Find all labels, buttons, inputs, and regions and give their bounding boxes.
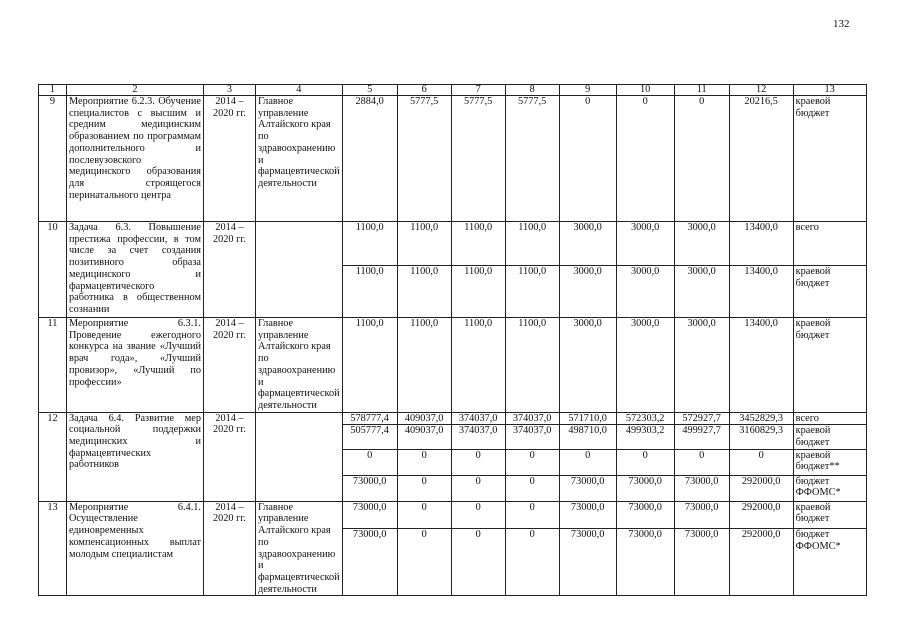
- row-number: 12: [39, 412, 67, 501]
- value-cell: 0: [451, 449, 505, 475]
- value-cell: 1100,0: [397, 266, 451, 318]
- value-cell: 1100,0: [505, 222, 559, 266]
- table-row: [39, 222, 867, 266]
- value-cell: 13400,0: [729, 266, 793, 318]
- column-header: 4: [256, 85, 343, 96]
- value-cell: 0: [451, 475, 505, 501]
- column-header: 3: [204, 85, 256, 96]
- value-cell: 73000,0: [559, 475, 616, 501]
- row-period: 2014 – 2020 гг.: [204, 96, 256, 222]
- value-cell: 73000,0: [674, 501, 729, 528]
- column-header: 13: [793, 85, 866, 96]
- row-number: 11: [39, 318, 67, 413]
- column-header: 12: [729, 85, 793, 96]
- value-cell: 499927,7: [674, 425, 729, 449]
- value-cell: 1100,0: [342, 222, 397, 266]
- column-header: 2: [67, 85, 204, 96]
- page-number: 132: [833, 18, 850, 30]
- value-cell: 374037,0: [505, 412, 559, 425]
- table-row: [39, 501, 867, 528]
- table-row: [39, 318, 867, 413]
- row-name: Задача 6.3. Повышение престижа профессии, в том числе за счет создания позитивного образа медицинского и фармацевтического работника в общественном сознании: [67, 222, 204, 318]
- value-cell: 5777,5: [397, 96, 451, 222]
- value-cell: 3000,0: [674, 318, 729, 413]
- column-header: 8: [505, 85, 559, 96]
- value-cell: 0: [559, 96, 616, 222]
- value-cell: 13400,0: [729, 222, 793, 266]
- row-period: 2014 – 2020 гг.: [204, 412, 256, 501]
- value-cell: 292000,0: [729, 501, 793, 528]
- value-cell: 0: [616, 96, 674, 222]
- row-period: 2014 – 2020 гг.: [204, 222, 256, 318]
- value-cell: 0: [505, 501, 559, 528]
- value-cell: 1100,0: [342, 318, 397, 413]
- row-executor: Главное управление Алтайского края по здравоохранению и фармацевтической деятельности: [256, 96, 343, 222]
- table-row: [39, 96, 867, 222]
- column-header: 9: [559, 85, 616, 96]
- value-cell: 571710,0: [559, 412, 616, 425]
- row-number: 10: [39, 222, 67, 318]
- program-table: [38, 84, 867, 596]
- value-cell: 0: [674, 449, 729, 475]
- value-cell: 409037,0: [397, 425, 451, 449]
- value-cell: 73000,0: [559, 501, 616, 528]
- row-executor: Главное управление Алтайского края по здравоохранению и фармацевтической деятельности: [256, 318, 343, 413]
- value-cell: 572927,7: [674, 412, 729, 425]
- value-cell: 3000,0: [559, 266, 616, 318]
- value-cell: 5777,5: [451, 96, 505, 222]
- value-cell: 73000,0: [674, 529, 729, 596]
- value-cell: 73000,0: [616, 475, 674, 501]
- value-cell: 0: [674, 96, 729, 222]
- value-cell: 1100,0: [342, 266, 397, 318]
- funding-source: краевой бюджет**: [793, 449, 866, 475]
- column-header: 5: [342, 85, 397, 96]
- value-cell: 73000,0: [559, 529, 616, 596]
- value-cell: 499303,2: [616, 425, 674, 449]
- value-cell: 3000,0: [559, 222, 616, 266]
- value-cell: 73000,0: [342, 529, 397, 596]
- row-executor: Главное управление Алтайского края по здравоохранению и фармацевтической деятельности: [256, 501, 343, 596]
- value-cell: 0: [397, 475, 451, 501]
- funding-source: всего: [793, 412, 866, 425]
- value-cell: 409037,0: [397, 412, 451, 425]
- value-cell: 0: [397, 501, 451, 528]
- value-cell: 1100,0: [397, 318, 451, 413]
- funding-source: краевой бюджет: [793, 266, 866, 318]
- value-cell: 578777,4: [342, 412, 397, 425]
- funding-source: бюджет ФФОМС*: [793, 529, 866, 596]
- value-cell: 73000,0: [342, 501, 397, 528]
- funding-source: всего: [793, 222, 866, 266]
- value-cell: 572303,2: [616, 412, 674, 425]
- column-header: 10: [616, 85, 674, 96]
- value-cell: 498710,0: [559, 425, 616, 449]
- value-cell: 73000,0: [674, 475, 729, 501]
- header-row: [39, 85, 867, 96]
- value-cell: 1100,0: [505, 266, 559, 318]
- funding-source: краевой бюджет: [793, 425, 866, 449]
- value-cell: 0: [451, 501, 505, 528]
- value-cell: 374037,0: [505, 425, 559, 449]
- value-cell: 292000,0: [729, 475, 793, 501]
- column-header: 6: [397, 85, 451, 96]
- table-row: [39, 412, 867, 425]
- value-cell: 13400,0: [729, 318, 793, 413]
- value-cell: 292000,0: [729, 529, 793, 596]
- row-number: 13: [39, 501, 67, 596]
- column-header: 11: [674, 85, 729, 96]
- value-cell: 374037,0: [451, 412, 505, 425]
- row-period: 2014 – 2020 гг.: [204, 318, 256, 413]
- value-cell: 3000,0: [616, 266, 674, 318]
- funding-source: краевой бюджет: [793, 96, 866, 222]
- row-executor: [256, 412, 343, 501]
- value-cell: 73000,0: [616, 529, 674, 596]
- funding-source: краевой бюджет: [793, 318, 866, 413]
- value-cell: 0: [505, 449, 559, 475]
- value-cell: 0: [397, 449, 451, 475]
- value-cell: 1100,0: [505, 318, 559, 413]
- funding-source: бюджет ФФОМС*: [793, 475, 866, 501]
- value-cell: 1100,0: [397, 222, 451, 266]
- value-cell: 0: [729, 449, 793, 475]
- row-name: Задача 6.4. Развитие мер социальной поддержки медицинских и фармацевтических работников: [67, 412, 204, 501]
- value-cell: 73000,0: [616, 501, 674, 528]
- value-cell: 3160829,3: [729, 425, 793, 449]
- value-cell: 3000,0: [674, 222, 729, 266]
- value-cell: 3452829,3: [729, 412, 793, 425]
- row-name: Мероприятие 6.3.1. Проведение ежегодного конкурса на звание «Лучший врач года», «Лучший провизор», «Лучший по профессии»: [67, 318, 204, 413]
- value-cell: 0: [397, 529, 451, 596]
- row-number: 9: [39, 96, 67, 222]
- value-cell: 3000,0: [616, 318, 674, 413]
- value-cell: 1100,0: [451, 266, 505, 318]
- row-name: Мероприятие 6.4.1. Осуществление единовременных компенсационных выплат молодым специалистам: [67, 501, 204, 596]
- row-period: 2014 – 2020 гг.: [204, 501, 256, 596]
- value-cell: 3000,0: [616, 222, 674, 266]
- value-cell: 20216,5: [729, 96, 793, 222]
- value-cell: 73000,0: [342, 475, 397, 501]
- value-cell: 0: [342, 449, 397, 475]
- value-cell: 5777,5: [505, 96, 559, 222]
- row-name: Мероприятие 6.2.3. Обучение специалистов с высшим и средним медицинским образованием по программам дополнительного и послевузовского медицинского образования для строящегося перинатального центра: [67, 96, 204, 222]
- value-cell: 1100,0: [451, 318, 505, 413]
- value-cell: 3000,0: [674, 266, 729, 318]
- value-cell: 0: [616, 449, 674, 475]
- value-cell: 0: [505, 475, 559, 501]
- column-header: 7: [451, 85, 505, 96]
- value-cell: 3000,0: [559, 318, 616, 413]
- row-executor: [256, 222, 343, 318]
- value-cell: 0: [451, 529, 505, 596]
- funding-source: краевой бюджет: [793, 501, 866, 528]
- value-cell: 0: [559, 449, 616, 475]
- value-cell: 2884,0: [342, 96, 397, 222]
- value-cell: 505777,4: [342, 425, 397, 449]
- column-header: 1: [39, 85, 67, 96]
- value-cell: 0: [505, 529, 559, 596]
- value-cell: 374037,0: [451, 425, 505, 449]
- value-cell: 1100,0: [451, 222, 505, 266]
